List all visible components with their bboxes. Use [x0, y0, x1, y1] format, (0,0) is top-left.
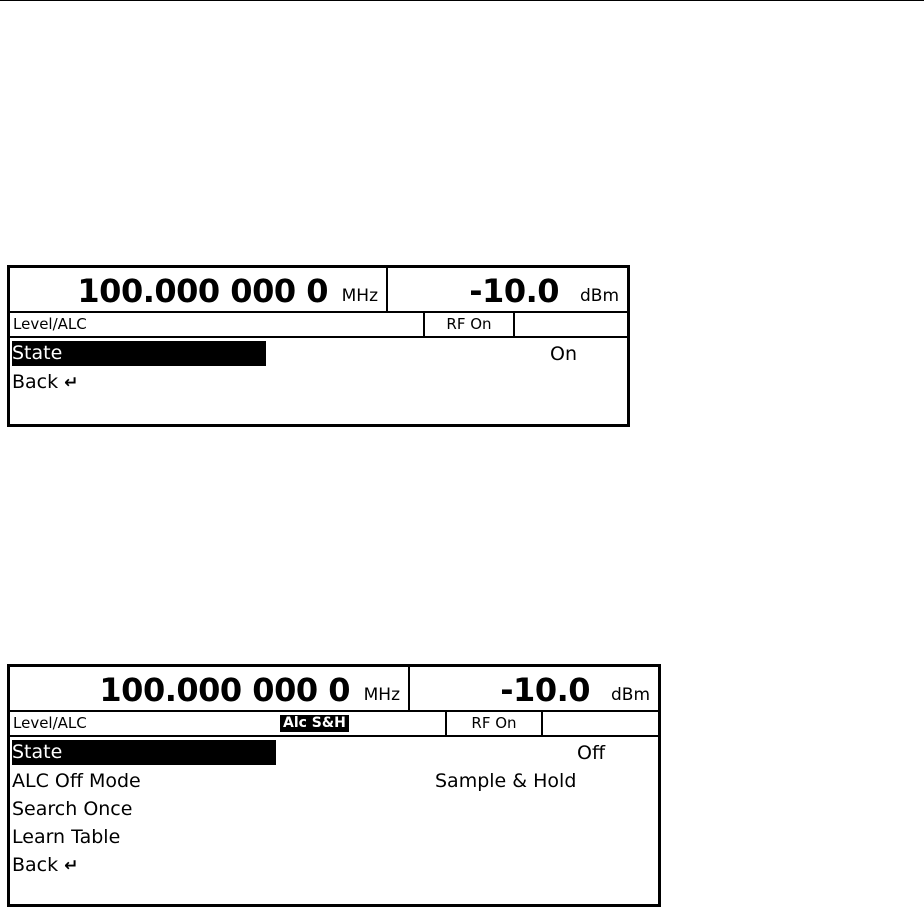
menu-item-back[interactable] — [10, 368, 627, 396]
state-value: On — [550, 343, 577, 365]
menu-item-state[interactable] — [10, 739, 658, 767]
instrument-display-2 — [7, 664, 661, 907]
menu-list — [10, 739, 658, 879]
alc-mode-badge: Alc S&H — [280, 715, 349, 732]
state-value: Off — [577, 742, 606, 764]
menu-item-label: Back — [12, 371, 59, 393]
instrument-display-1 — [7, 265, 630, 427]
level-value: -10.0 — [469, 272, 559, 310]
status-empty-cell — [513, 313, 627, 336]
menu-item-state[interactable] — [10, 340, 627, 368]
menu-item-label: Back — [12, 854, 59, 876]
level-field[interactable] — [410, 667, 658, 710]
menu-list — [10, 340, 627, 396]
rf-state-indicator: RF On — [445, 712, 541, 735]
menu-item-back[interactable] — [10, 851, 658, 879]
menu-item-learn-table[interactable] — [10, 823, 658, 851]
menu-item-label: State — [12, 341, 266, 366]
frequency-value: 100.000 000 0 — [99, 671, 350, 709]
frequency-field[interactable] — [10, 268, 388, 311]
frequency-field[interactable] — [10, 667, 410, 710]
status-bar — [10, 313, 627, 338]
menu-item-label: Learn Table — [12, 826, 121, 848]
menu-path: Level/ALC — [13, 714, 87, 732]
level-value: -10.0 — [500, 671, 590, 709]
menu-path: Level/ALC — [13, 315, 87, 333]
enter-return-icon: ↵ — [64, 856, 79, 876]
frequency-value: 100.000 000 0 — [77, 272, 328, 310]
header-readout — [10, 268, 627, 313]
menu-item-search-once[interactable] — [10, 795, 658, 823]
menu-item-alc-off-mode[interactable] — [10, 767, 658, 795]
alc-off-mode-value: Sample & Hold — [435, 770, 577, 792]
frequency-unit: MHz — [341, 286, 378, 306]
menu-item-label: ALC Off Mode — [12, 770, 141, 792]
enter-return-icon: ↵ — [64, 373, 79, 393]
frequency-unit: MHz — [363, 685, 400, 705]
status-bar — [10, 712, 658, 737]
header-readout — [10, 667, 658, 712]
level-unit: dBm — [579, 286, 619, 306]
page-top-rule — [0, 0, 924, 1]
level-unit: dBm — [610, 685, 650, 705]
status-empty-cell — [541, 712, 658, 735]
menu-item-label: Search Once — [12, 798, 133, 820]
menu-item-label: State — [12, 740, 276, 765]
rf-state-indicator: RF On — [423, 313, 513, 336]
level-field[interactable] — [388, 268, 627, 311]
